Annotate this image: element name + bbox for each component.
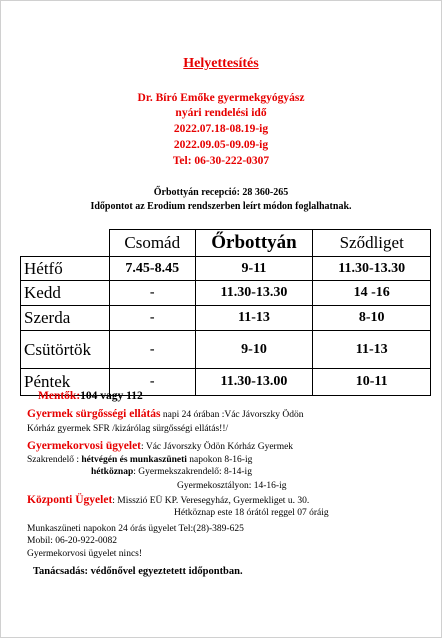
reception-phone: Őrbottyán recepció: 28 360-265 bbox=[153, 187, 289, 198]
value-cell: 8-10 bbox=[313, 306, 431, 331]
booking-note: Időpontot az Erodium rendszerben leírt módon foglalhatnak. bbox=[90, 201, 352, 212]
value-cell: 11.30-13.30 bbox=[195, 281, 313, 306]
mentok-label: Mentők: bbox=[38, 390, 81, 402]
value-cell: - bbox=[109, 331, 195, 369]
day-cell: Csütörtök bbox=[21, 331, 110, 369]
surgos-text-1: napi 24 órában :Vác Jávorszky Ödön bbox=[160, 410, 304, 420]
table-row bbox=[21, 331, 431, 369]
ugyelet-line-1 bbox=[27, 440, 293, 452]
period-1: 2022.07.18-08.19-ig bbox=[173, 123, 269, 135]
col-header-szodliget: Sződliget bbox=[313, 230, 431, 257]
table-row bbox=[21, 306, 431, 331]
subtitle: nyári rendelési idő bbox=[175, 107, 267, 119]
empty-header-cell bbox=[21, 230, 110, 257]
kozponti-text-1: : Misszió EÜ KP. Veresegyház, Gyermekliget u. 30. bbox=[112, 496, 310, 506]
ugyelet-line-3 bbox=[91, 467, 252, 477]
kozponti-line-1 bbox=[27, 494, 309, 506]
ugyelet-text-3a: hétköznap bbox=[91, 467, 134, 477]
mentok-line bbox=[38, 390, 143, 402]
kozponti-text-2: Hétköznap este 18 órától reggel 07 óráig bbox=[174, 508, 329, 518]
value-cell: 10-11 bbox=[313, 369, 431, 396]
page-title: Helyettesítés bbox=[183, 56, 259, 71]
day-cell: Kedd bbox=[21, 281, 110, 306]
value-cell: 11-13 bbox=[195, 306, 313, 331]
col-header-orbottyan: Őrbottyán bbox=[195, 230, 313, 257]
col-header-csomad: Csomád bbox=[109, 230, 195, 257]
value-cell: 9-10 bbox=[195, 331, 313, 369]
period-2: 2022.09.05-09.09-ig bbox=[173, 139, 269, 151]
day-cell: Péntek bbox=[21, 369, 110, 396]
value-cell: - bbox=[109, 281, 195, 306]
ugyelet-text-2b: hétvégén és munkaszüneti bbox=[81, 455, 187, 465]
ugyelet-text-3b: : Gyermekszakrendelő: 8-14-ig bbox=[133, 467, 252, 477]
kozponti-label: Központi Ügyelet bbox=[27, 494, 113, 506]
tanacsadas-line: Tanácsadás: védőnővel egyeztetett időpontban. bbox=[33, 566, 243, 577]
value-cell: 14 -16 bbox=[313, 281, 431, 306]
surgos-text-2: Kórház gyermek SFR /kizárólag sürgősségi ellátás!!/ bbox=[27, 424, 229, 434]
day-cell: Szerda bbox=[21, 306, 110, 331]
value-cell: - bbox=[109, 306, 195, 331]
munkaszuneti-line: Munkaszüneti napokon 24 órás ügyelet Tel:(28)-389-625 bbox=[27, 524, 244, 534]
ugyelet-text-1: : Vác Jávorszky Ödön Kórház Gyermek bbox=[141, 442, 294, 452]
phone: Tel: 06-30-222-0307 bbox=[172, 155, 270, 167]
table-row bbox=[21, 281, 431, 306]
table-header-row bbox=[21, 230, 431, 257]
value-cell: - bbox=[109, 369, 195, 396]
mobil-line: Mobil: 06-20-922-0082 bbox=[27, 536, 117, 546]
value-cell: 7.45-8.45 bbox=[109, 257, 195, 281]
ugyelet-line-2 bbox=[27, 455, 252, 465]
doctor-name: Dr. Bíró Emőke gyermekgyógyász bbox=[137, 92, 305, 104]
no-duty-line: Gyermekorvosi ügyelet nincs! bbox=[27, 549, 143, 559]
ugyelet-text-2a: Szakrendelő : bbox=[27, 455, 82, 465]
ugyelet-text-2c: napokon 8-16-ig bbox=[186, 455, 253, 465]
surgos-line-1 bbox=[27, 408, 304, 420]
value-cell: 11-13 bbox=[313, 331, 431, 369]
ugyelet-text-4: Gyermekosztályon: 14-16-ig bbox=[177, 481, 287, 491]
value-cell: 11.30-13.00 bbox=[195, 369, 313, 396]
schedule-table bbox=[20, 229, 431, 396]
table-row bbox=[21, 257, 431, 281]
mentok-value: 104 vagy 112 bbox=[80, 390, 143, 402]
value-cell: 9-11 bbox=[195, 257, 313, 281]
day-cell: Hétfő bbox=[21, 257, 110, 281]
ugyelet-label: Gyermekorvosi ügyelet bbox=[27, 440, 142, 452]
value-cell: 11.30-13.30 bbox=[313, 257, 431, 281]
surgos-label: Gyermek sürgősségi ellátás bbox=[27, 408, 161, 420]
